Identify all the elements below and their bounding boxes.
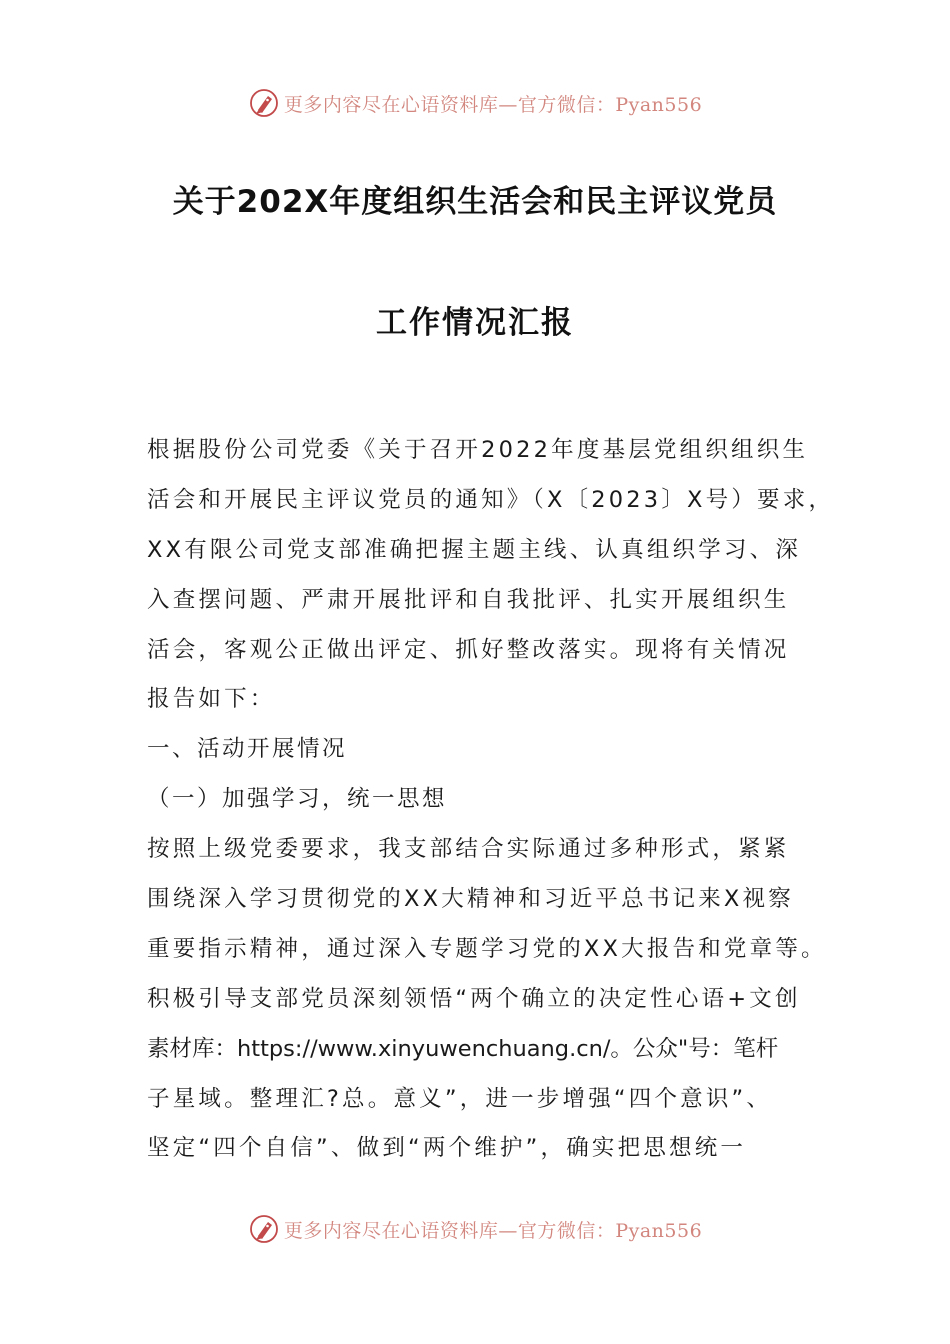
header-watermark-banner <box>0 83 950 123</box>
body-line: 活会和开展民主评议党员的通知》（X〔2023〕X号）要求， <box>147 486 835 513</box>
body-line: 素材库：https://www.xinyuwenchuang.cn/。公众"号：笔杆 <box>147 1035 779 1062</box>
body-line: 积极引导支部党员深刻领悟“两个确立的决定性心语+文创 <box>147 985 801 1012</box>
watermark-text: 更多内容尽在心语资料库—官方微信：Pyan556 <box>283 93 703 116</box>
body-line: 根据股份公司党委《关于召开2022年度基层党组织组织生 <box>147 437 809 463</box>
subsection-heading: （一）加强学习，统一思想 <box>147 786 448 813</box>
section-heading: 一、活动开展情况 <box>147 736 348 763</box>
body-line: 报告如下： <box>147 686 276 713</box>
body-line: 按照上级党委要求，我支部结合实际通过多种形式，紧紧 <box>147 836 790 863</box>
pen-nib-logo-icon <box>248 1213 280 1245</box>
document-title-line-1: 关于202X年度组织生活会和民主评议党员 <box>172 184 778 220</box>
pen-nib-logo-icon <box>248 87 280 119</box>
body-line: 坚定“四个自信”、做到“两个维护”，确实把思想统一 <box>147 1135 747 1162</box>
document-body <box>147 426 837 1174</box>
footer-watermark-banner <box>0 1209 950 1249</box>
document-title-line-2: 工作情况汇报 <box>376 305 574 341</box>
body-line: 重要指示精神，通过深入专题学习党的XX大报告和党章等。 <box>147 935 827 962</box>
body-line: 入查摆问题、严肃开展批评和自我批评、扎实开展组织生 <box>147 586 790 613</box>
watermark-text: 更多内容尽在心语资料库—官方微信：Pyan556 <box>283 1219 703 1242</box>
body-line: 围绕深入学习贯彻党的XX大精神和习近平总书记来X视察 <box>147 886 794 913</box>
body-line: XX有限公司党支部准确把握主题主线、认真组织学习、深 <box>147 536 802 563</box>
body-line: 活会，客观公正做出评定、抓好整改落实。现将有关情况 <box>147 636 790 663</box>
body-line: 子星域。整理汇?总。意义”，进一步增强“四个意识”、 <box>147 1085 773 1112</box>
